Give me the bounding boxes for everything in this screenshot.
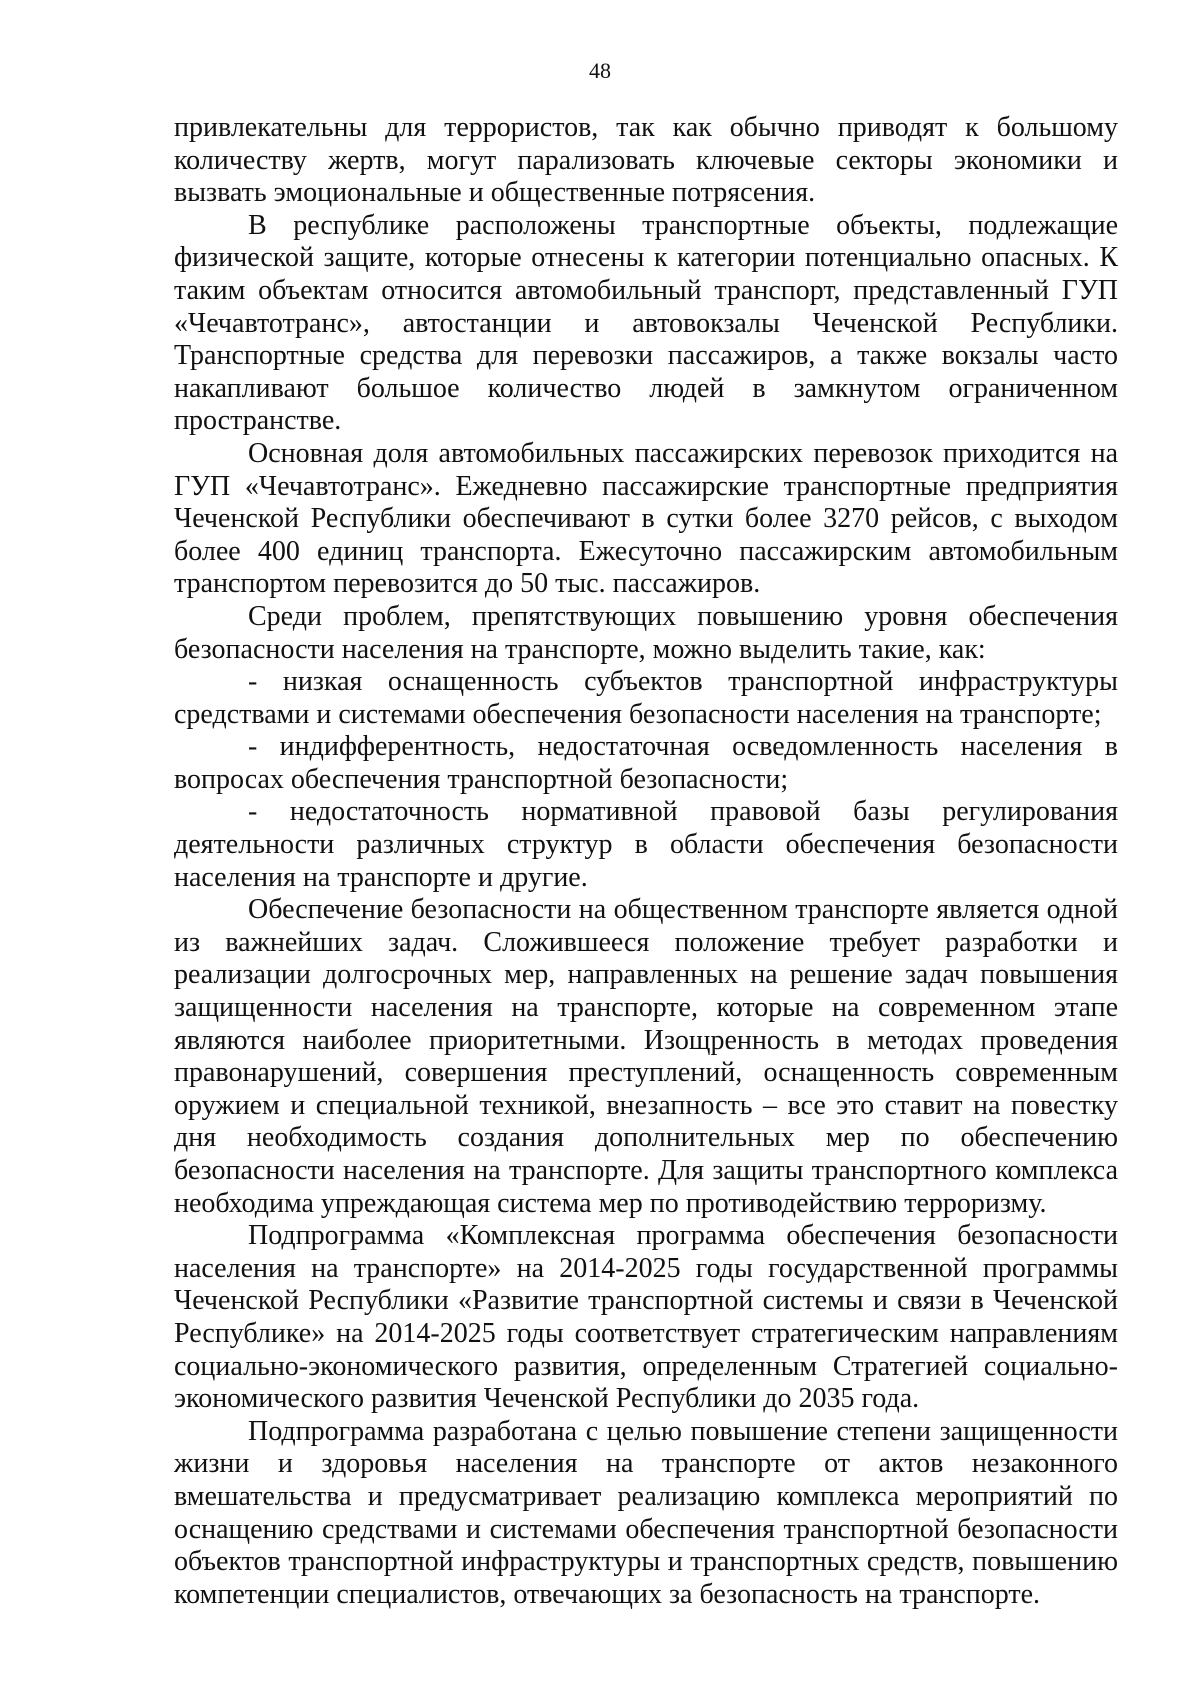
paragraph: Подпрограмма «Комплексная программа обеспечения безопасности населения на транспорте» на 2014-2025 годы государственной программы Чеченской Республики «Развитие транспортной системы и связи в Чеченской Республике» на 2014-2025 годы соответствует стратегическим направлениям социально-экономического развития, определенным Стратегией социально-экономического развития Чеченской Республики до 2035 года. xyxy=(174,1220,1118,1415)
paragraph: Среди проблем, препятствующих повышению уровня обеспечения безопасности населения на транспорте, можно выделить такие, как: xyxy=(174,600,1118,665)
list-item: - низкая оснащенность субъектов транспортной инфраструктуры средствами и системами обеспечения безопасности населения на транспорте; xyxy=(174,666,1118,730)
paragraph: Подпрограмма разработана с целью повышение степени защищенности жизни и здоровья населения на транспорте от актов незаконного вмешательства и предусматривает реализацию комплекса мероприятий по оснащению средствами и системами обеспечения транспортной безопасности объектов транспортной инфраструктуры и транспортных средств, повышению компетенции специалистов, отвечающих за безопасность на транспорте. xyxy=(174,1415,1118,1610)
list-item: - недостаточность нормативной правовой базы регулирования деятельности различных структур в области обеспечения безопасности населения на транспорте и другие. xyxy=(174,796,1118,893)
list-item: - индифферентность, недостаточная осведомленность населения в вопросах обеспечения транспортной безопасности; xyxy=(174,731,1118,795)
document-body xyxy=(174,112,1118,1611)
paragraph: Основная доля автомобильных пассажирских перевозок приходится на ГУП «Чечавтотранс». Ежедневно пассажирские транспортные предприятия Чеченской Республики обеспечивают в сутки более 3270 рейсов, с выходом более 400 единиц транспорта. Ежесуточно пассажирским автомобильным транспортом перевозится до 50 тыс. пассажиров. xyxy=(174,437,1118,600)
paragraph: В республике расположены транспортные объекты, подлежащие физической защите, которые отнесены к категории потенциально опасных. К таким объектам относится автомобильный транспорт, представленный ГУП «Чечавтотранс», автостанции и автовокзалы Чеченской Республики. Транспортные средства для перевозки пассажиров, а также вокзалы часто накапливают большое количество людей в замкнутом ограниченном пространстве. xyxy=(174,209,1118,437)
paragraph: Обеспечение безопасности на общественном транспорте является одной из важнейших задач. Сложившееся положение требует разработки и реализации долгосрочных мер, направленных на решение задач повышения защищенности населения на транспорте, которые на современном этапе являются наиболее приоритетными. Изощренность в методах проведения правонарушений, совершения преступлений, оснащенность современным оружием и специальной техникой, внезапность – все это ставит на повестку дня необходимость создания дополнительных мер по обеспечению безопасности населения на транспорте. Для защиты транспортного комплекса необходима упреждающая система мер по противодействию терроризму. xyxy=(174,894,1118,1219)
page-number: 48 xyxy=(589,58,611,83)
paragraph-continuation: привлекательны для террористов, так как обычно приводят к большому количеству жертв, могут парализовать ключевые секторы экономики и вызвать эмоциональные и общественные потрясения. xyxy=(174,112,1118,209)
